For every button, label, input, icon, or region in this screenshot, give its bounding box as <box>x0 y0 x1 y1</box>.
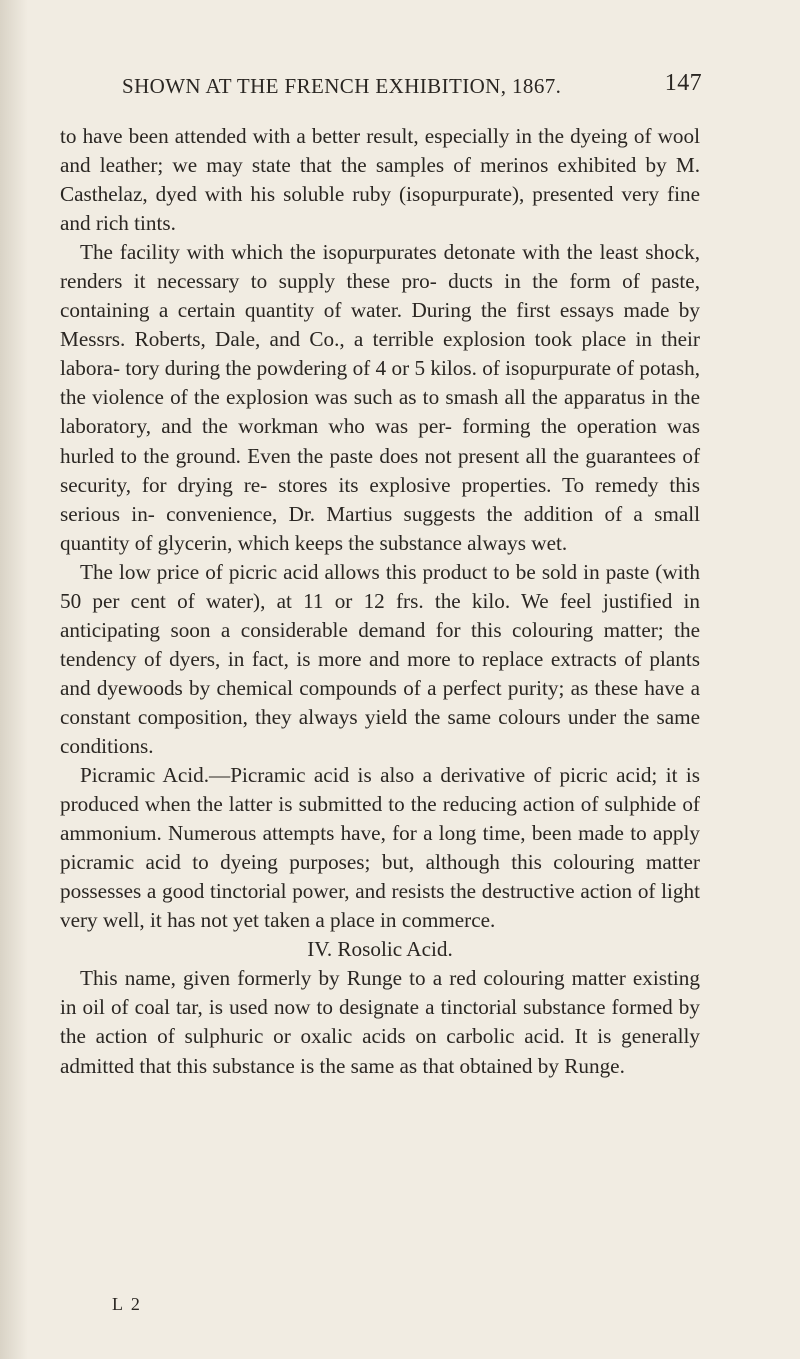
paragraph-continuation: to have been attended with a better result, especially in the dyeing of wool and leather; we may state that the samples of merinos exhibited by M. Casthelaz, dyed with his soluble ruby (isopurpurate), presented very fine and rich tints. <box>60 124 700 236</box>
running-title: SHOWN AT THE FRENCH EXHIBITION, 1867. <box>122 74 562 98</box>
paragraph-rosolic-acid: This name, given formerly by Runge to a red colouring matter existing in oil of coal tar, is used now to designate a tinctorial substance formed by the action of sulphuric or oxalic acids on carbolic acid. It is generally admitted that this substance is the same as that obtained by Runge. <box>60 966 700 1078</box>
running-head <box>122 70 702 104</box>
gutter-shadow <box>0 0 28 1359</box>
body-text <box>60 122 700 1081</box>
page-number: 147 <box>664 70 702 96</box>
paragraph-isopurpurates: The facility with which the isopurpurates detonate with the least shock, renders it necessary to supply these pro- ducts in the form of paste, containing a certain quantity of water. During the first essays made by Messrs. Roberts, Dale, and Co., a terrible explosion took place in their labora- tory during the powdering of 4 or 5 kilos. of isopurpurate of potash, the violence of the explosion was such as to smash all the apparatus in the laboratory, and the workman who was per- forming the operation was hurled to the ground. Even the paste does not present all the guarantees of security, for drying re- stores its explosive properties. To remedy this serious in- convenience, Dr. Martius suggests the addition of a small quantity of glycerin, which keeps the substance always wet. <box>60 240 700 555</box>
paragraph-picramic-acid: Picramic Acid.—Picramic acid is also a derivative of picric acid; it is produced when the latter is submitted to the reducing action of sulphide of ammonium. Numerous attempts have, for a long time, been made to apply picramic acid to dyeing purposes; but, although this colouring matter possesses a good tinctorial power, and resists the destructive action of light very well, it has not yet taken a place in commerce. <box>60 763 700 933</box>
signature-mark: L 2 <box>112 1294 142 1314</box>
section-heading: IV. Rosolic Acid. <box>307 937 453 962</box>
paragraph-picric-price: The low price of picric acid allows this product to be sold in paste (with 50 per cent of water), at 11 or 12 frs. the kilo. We feel justified in anticipating soon a considerable demand for this colouring matter; the tendency of dyers, in fact, is more and more to replace extracts of plants and dyewoods by chemical compounds of a perfect purity; as these have a constant composition, they always yield the same colours under the same conditions. <box>60 559 700 758</box>
